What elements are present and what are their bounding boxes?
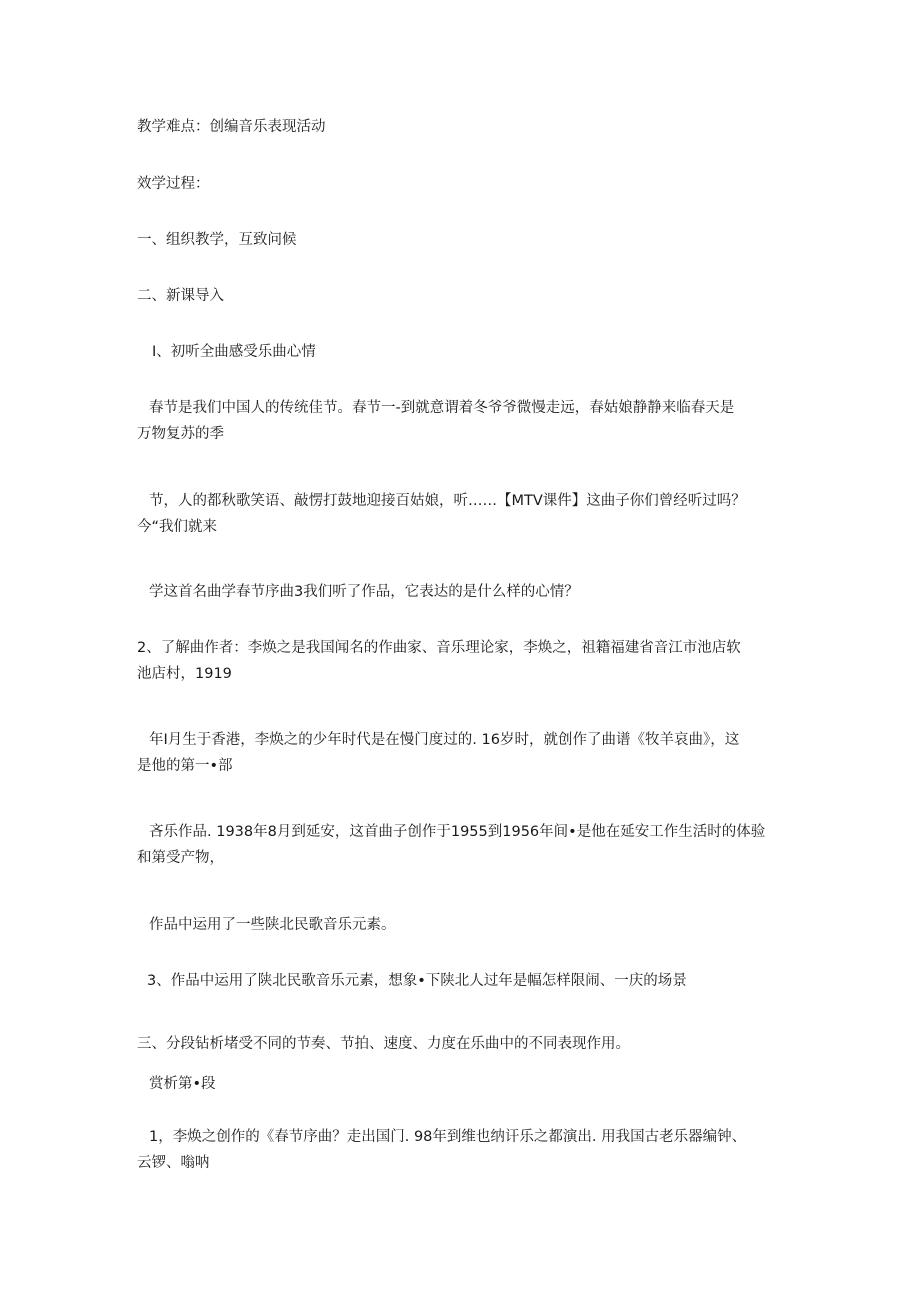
paragraph-line: 是他的第一•部 xyxy=(137,758,233,774)
paragraph-overseas-performance xyxy=(137,1127,797,1173)
paragraph-yanan-work xyxy=(137,822,797,868)
paragraph-composer-youth xyxy=(137,730,797,776)
paragraph-line: 吝乐作品. 1938年8月到延安，这首曲子创作于1955到1956年间•是他在延安工作生活时的体验 xyxy=(149,824,766,840)
paragraph-folk-elements: 作品中运用了一些陕北民歌音乐元素。 xyxy=(149,917,396,933)
paragraph-line: 节，人的都秋歌笑语、敲愣打鼓地迎接百姑娘，听……【MTV课件】这曲子你们曾经听过吗？ xyxy=(149,493,746,509)
teaching-process-heading: 效学过程： xyxy=(137,176,210,192)
paragraph-line: 池店村，1919 xyxy=(137,666,232,682)
paragraph-line: 春节是我们中国人的传统佳节。春节一-到就意谓着冬爷爷微慢走远，春姑娘静静来临春天是 xyxy=(149,400,735,416)
paragraph-composer-intro xyxy=(137,638,797,684)
step-one-heading: I、初听全曲感受乐曲心情 xyxy=(152,344,316,360)
paragraph-line: 1，李焕之创作的《春节序曲？走出国门. 98年到维也纳讦乐之都演出. 用我国古老乐器编钟、 xyxy=(149,1129,747,1145)
paragraph-spring-festival xyxy=(137,398,797,444)
teaching-difficulty-line: 教学难点：创编音乐表现活动 xyxy=(137,119,326,135)
section-one-heading: 一、组织教学，互致问候 xyxy=(137,232,297,248)
section-two-heading: 二、新课导入 xyxy=(137,288,224,304)
paragraph-line: 2、了解曲作者：李焕之是我国闻名的作曲家、音乐理论家，李焕之，祖籍福建省音江市池店软 xyxy=(137,640,741,656)
section-three-heading: 三、分段钻析堵受不同的节奏、节拍、速度、力度在乐曲中的不同表现作用。 xyxy=(137,1036,630,1052)
paragraph-line: 万物复苏的季 xyxy=(137,426,224,442)
appreciation-heading: 赏析第•段 xyxy=(149,1076,216,1092)
paragraph-mtv-courseware xyxy=(137,491,797,537)
paragraph-line: 和第受产物， xyxy=(137,850,224,866)
paragraph-line: 云锣、嗡呐 xyxy=(137,1155,210,1171)
paragraph-line: 年I月生于香港，李焕之的少年时代是在慢门度过的. 16岁时，就创作了曲谱《牧羊哀曲》，这 xyxy=(149,732,740,748)
paragraph-line: 今“我们就来 xyxy=(137,519,218,535)
step-three-heading: 3、作品中运用了陕北民歌音乐元素，想象•下陕北人过年是幅怎样限闹、一庆的场景 xyxy=(147,973,687,989)
paragraph-learn-piece: 学这首名曲学春节序曲3我们听了作品，它表达的是什么样的心情？ xyxy=(149,584,579,600)
